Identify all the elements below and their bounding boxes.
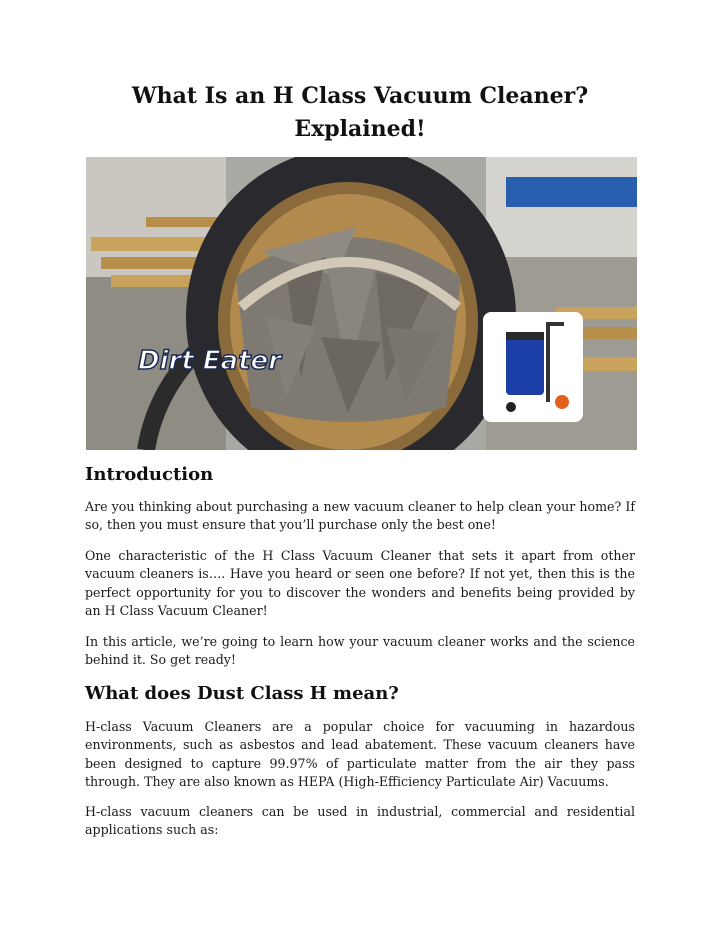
paragraph: Are you thinking about purchasing a new vacuum cleaner to help clean your home? If so, then you must ensure that you’ll purchase only the best one! [85, 499, 635, 533]
paragraph: One characteristic of the H Class Vacuum Cleaner that sets it apart from other vacuum cleaners is…. Have you heard or seen one before? If not yet, then this is the perfect opportunity for you to discover the wonders and benefits being provided by an H Class Vacuum Cleaner! [85, 548, 635, 619]
paragraph: In this article, we’re going to learn how your vacuum cleaner works and the science behind it. So get ready! [85, 634, 635, 668]
hero-image [86, 157, 637, 450]
section-heading-introduction: Introduction [85, 464, 214, 485]
paragraph: H-class Vacuum Cleaners are a popular choice for vacuuming in hazardous environments, such as asbestos and lead abatement. These vacuum cleaners have been designed to capture 99.97% of particulate matter from the air they pass through. They are also known as HEPA (High-Efficiency Particulate Air) Vacuums. [85, 719, 635, 790]
section-heading-dust-class-h: What does Dust Class H mean? [85, 683, 399, 704]
brand-logo: Dirt Eater [138, 346, 281, 376]
page-title: What Is an H Class Vacuum Cleaner? Explained! [131, 83, 589, 142]
paragraph: H-class vacuum cleaners can be used in industrial, commercial and residential applications such as: [85, 804, 635, 838]
